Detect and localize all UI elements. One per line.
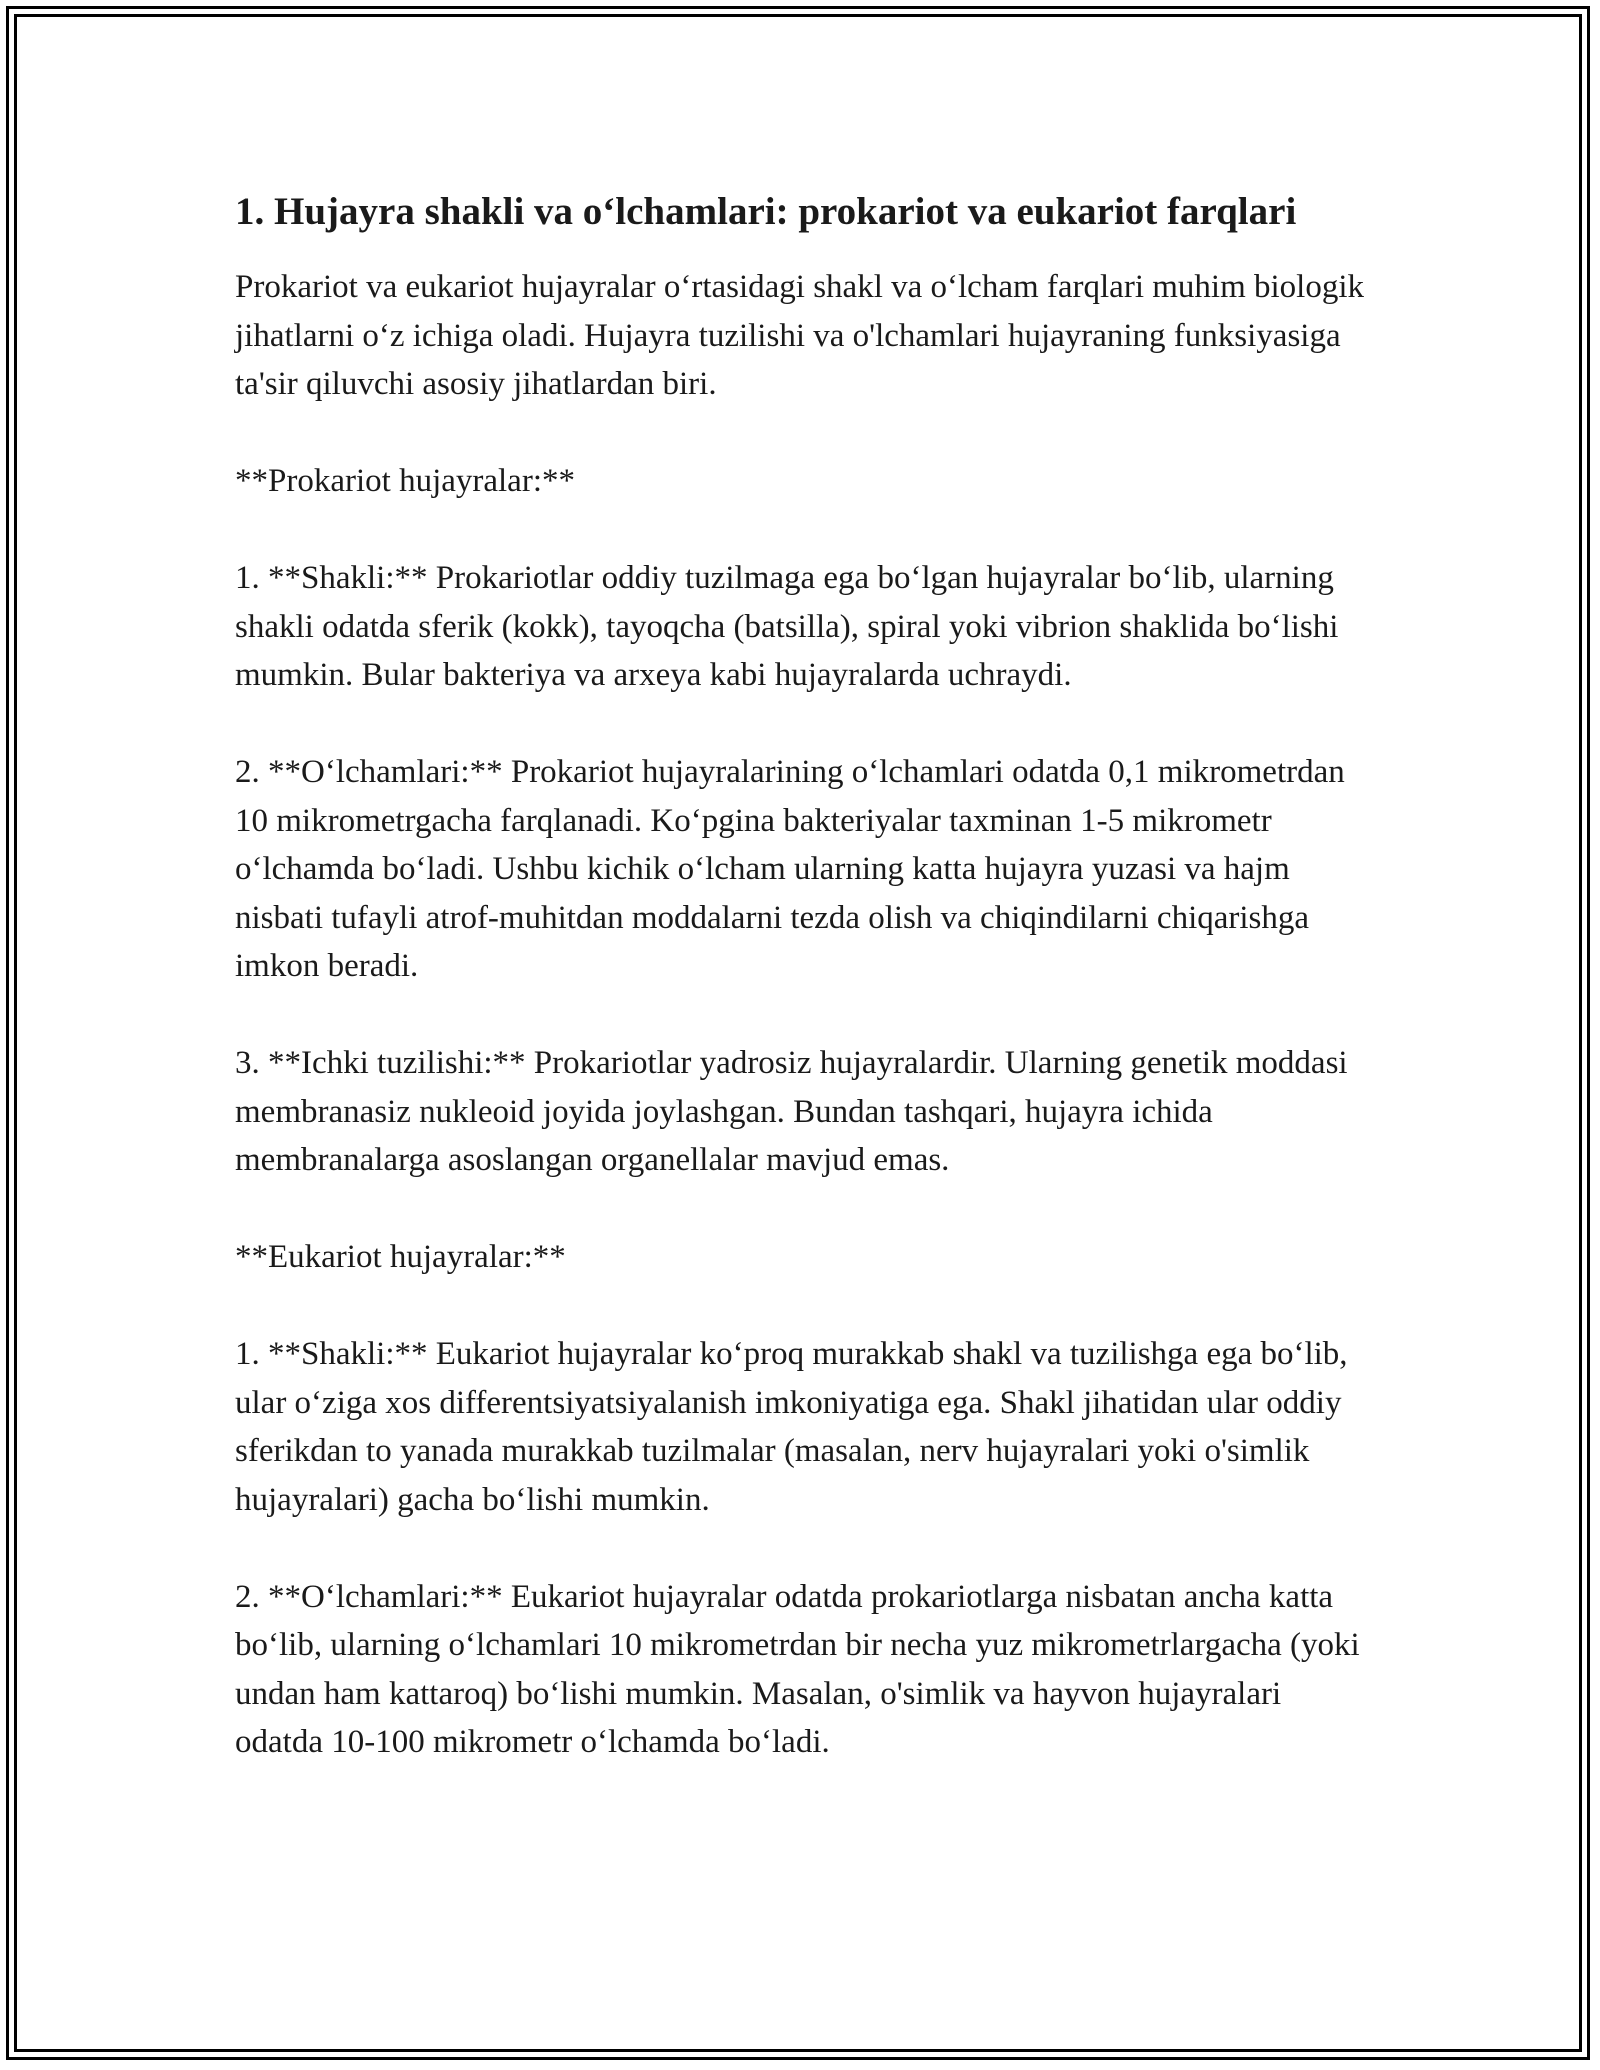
document-title: 1. Hujayra shakli va o‘lchamlari: prokariot va eukariot farqlari	[235, 190, 1297, 233]
eukaryote-heading: **Eukariot hujayralar:**	[235, 1239, 566, 1275]
prokaryote-heading: **Prokariot hujayralar:**	[235, 463, 575, 499]
eukaryote-size-paragraph: 2. **O‘lchamlari:** Eukariot hujayralar odatda prokariotlarga nisbatan ancha katta bo‘lib, ularning o‘lchamlari 10 mikrometrdan bir necha yuz mikrometrlargacha (yoki undan ham kattaroq) bo‘lishi mumkin. Masalan, o'simlik va hayvon hujayralari odatda 10-100 mikrometr o‘lchamda bo‘ladi.	[235, 1578, 1360, 1760]
intro-paragraph: Prokariot va eukariot hujayralar o‘rtasidagi shakl va o‘lcham farqlari muhim biologik jihatlarni o‘z ichiga oladi. Hujayra tuzilishi va o'lchamlari hujayraning funksiyasiga ta'sir qiluvchi asosiy jihatlardan biri.	[235, 269, 1364, 402]
prokaryote-structure-paragraph: 3. **Ichki tuzilishi:** Prokariotlar yadrosiz hujayralardir. Ularning genetik moddasi membranasiz nukleoid joyida joylashgan. Bundan tashqari, hujayra ichida membranalarga asoslangan organellalar mavjud emas.	[235, 1045, 1348, 1178]
prokaryote-size-paragraph: 2. **O‘lchamlari:** Prokariot hujayralarining o‘lchamlari odatda 0,1 mikrometrdan 10 mikrometrgacha farqlanadi. Ko‘pgina bakteriyalar taxminan 1-5 mikrometr o‘lchamda bo‘ladi. Ushbu kichik o‘lcham ularning katta hujayra yuzasi va hajm nisbati tufayli atrof-muhitdan moddalarni tezda olish va chiqindilarni chiqarishga imkon beradi.	[235, 754, 1345, 984]
eukaryote-shape-paragraph: 1. **Shakli:** Eukariot hujayralar ko‘proq murakkab shakl va tuzilishga ega bo‘lib, ular o‘ziga xos differentsiyatsiyalanish imkoniyatiga ega. Shakl jihatidan ular oddiy sferikdan to yanada murakkab tuzilmalar (masalan, nerv hujayralari yoki o'simlik hujayralari) gacha bo‘lishi mumkin.	[235, 1336, 1348, 1518]
prokaryote-shape-paragraph: 1. **Shakli:** Prokariotlar oddiy tuzilmaga ega bo‘lgan hujayralar bo‘lib, ularning shakli odatda sferik (kokk), tayoqcha (batsilla), spiral yoki vibrion shaklida bo‘lishi mumkin. Bular bakteriya va arxeya kabi hujayralarda uchraydi.	[235, 560, 1339, 693]
document-body	[235, 185, 1375, 1815]
